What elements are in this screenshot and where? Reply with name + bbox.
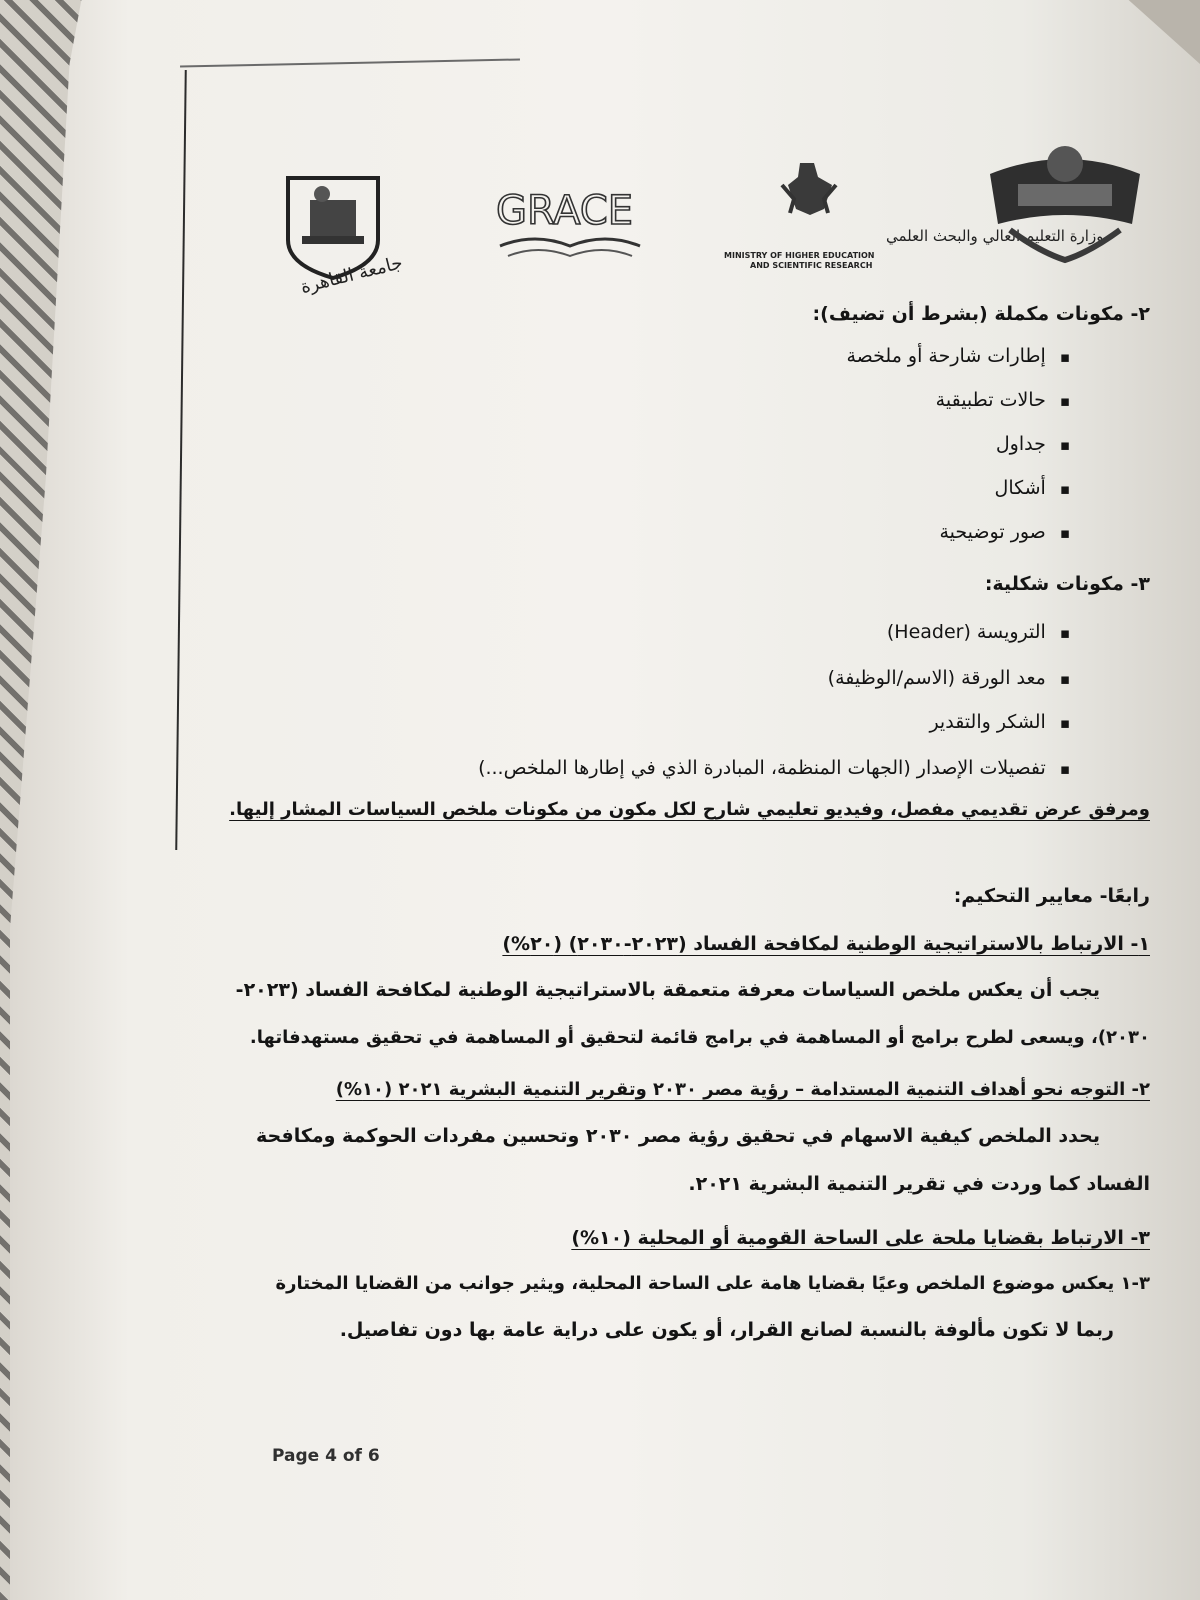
criterion-3-title: ٣- الارتباط بقضايا ملحة على الساحة القومية أو المحلية (١٠%) <box>571 1227 1150 1249</box>
criteria-title: رابعًا- معايير التحكيم: <box>953 885 1150 907</box>
section3-note: ومرفق عرض تقديمي مفصل، وفيديو تعليمي شارح لكل مكون من مكونات ملخص السياسات المشار إليها. <box>229 799 1150 820</box>
section2-item-5: ▪ صور توضيحية <box>940 518 1071 547</box>
ministry-name-english-2: AND SCIENTIFIC RESEARCH <box>750 261 873 270</box>
section2-item-2: ▪ حالات تطبيقية <box>936 386 1070 415</box>
ministry-name-arabic: وزارة التعليم العالي والبحث العلمي <box>886 227 1104 245</box>
section3-title: ٣- مكونات شكلية: <box>984 573 1150 595</box>
section3-item-3: ▪ الشكر والتقدير <box>929 708 1070 737</box>
criterion-1-line-2: ٢٠٣٠)، ويسعى لطرح برامج أو المساهمة في برامج قائمة لتحقيق أو المساهمة في تحقيق مستهدفاتها. <box>249 1027 1150 1048</box>
grace-logo-text: GRACE <box>496 188 634 234</box>
ministry-name-english-1: MINISTRY OF HIGHER EDUCATION <box>724 251 875 260</box>
section2-item-1: ▪ إطارات شارحة أو ملخصة <box>847 342 1071 371</box>
criterion-3-line-1: ٣-١ يعكس موضوع الملخص وعيًا بقضايا هامة على الساحة المحلية، ويثير جوانب من القضايا المختارة <box>275 1273 1150 1294</box>
criterion-1-title: ١- الارتباط بالاستراتيجية الوطنية لمكافحة الفساد (٢٠٢٣-٢٠٣٠) (٢٠%) <box>502 933 1150 955</box>
section2-item-4: ▪ أشكال <box>995 474 1070 503</box>
award-logo <box>980 140 1150 265</box>
criterion-3-line-2: ربما لا تكون مألوفة بالنسبة لصانع القرار، أو يكون على دراية عامة بها دون تفاصيل. <box>339 1319 1114 1341</box>
page-number: Page 4 of 6 <box>272 1446 380 1466</box>
ministry-logo <box>720 155 1104 275</box>
criterion-1-line-1: يجب أن يعكس ملخص السياسات معرفة متعمقة بالاستراتيجية الوطنية لمكافحة الفساد (٢٠٢٣- <box>235 979 1100 1001</box>
section2-item-3: ▪ جداول <box>996 430 1070 459</box>
cairo-university-logo <box>270 170 405 298</box>
criterion-2-title: ٢- التوجه نحو أهداف التنمية المستدامة – رؤية مصر ٢٠٣٠ وتقرير التنمية البشرية ٢٠٢١ (١٠%) <box>335 1079 1150 1100</box>
section3-item-2: ▪ معد الورقة (الاسم/الوظيفة) <box>828 664 1070 693</box>
criterion-2-line-2: الفساد كما وردت في تقرير التنمية البشرية ٢٠٢١. <box>688 1173 1150 1195</box>
section3-item-4: ▪ تفصيلات الإصدار (الجهات المنظمة، المبادرة الذي في إطارها الملخص...) <box>478 754 1070 783</box>
criterion-2-line-1: يحدد الملخص كيفية الاسهام في تحقيق رؤية مصر ٢٠٣٠ وتحسين مفردات الحوكمة ومكافحة <box>256 1125 1100 1147</box>
grace-logo <box>490 180 650 270</box>
section2-title: ٢- مكونات مكملة (بشرط أن تضيف): <box>812 303 1150 325</box>
section3-item-1: ▪ الترويسة (Header) <box>887 618 1070 647</box>
cairo-university-name: جامعة القاهرة <box>298 252 405 298</box>
